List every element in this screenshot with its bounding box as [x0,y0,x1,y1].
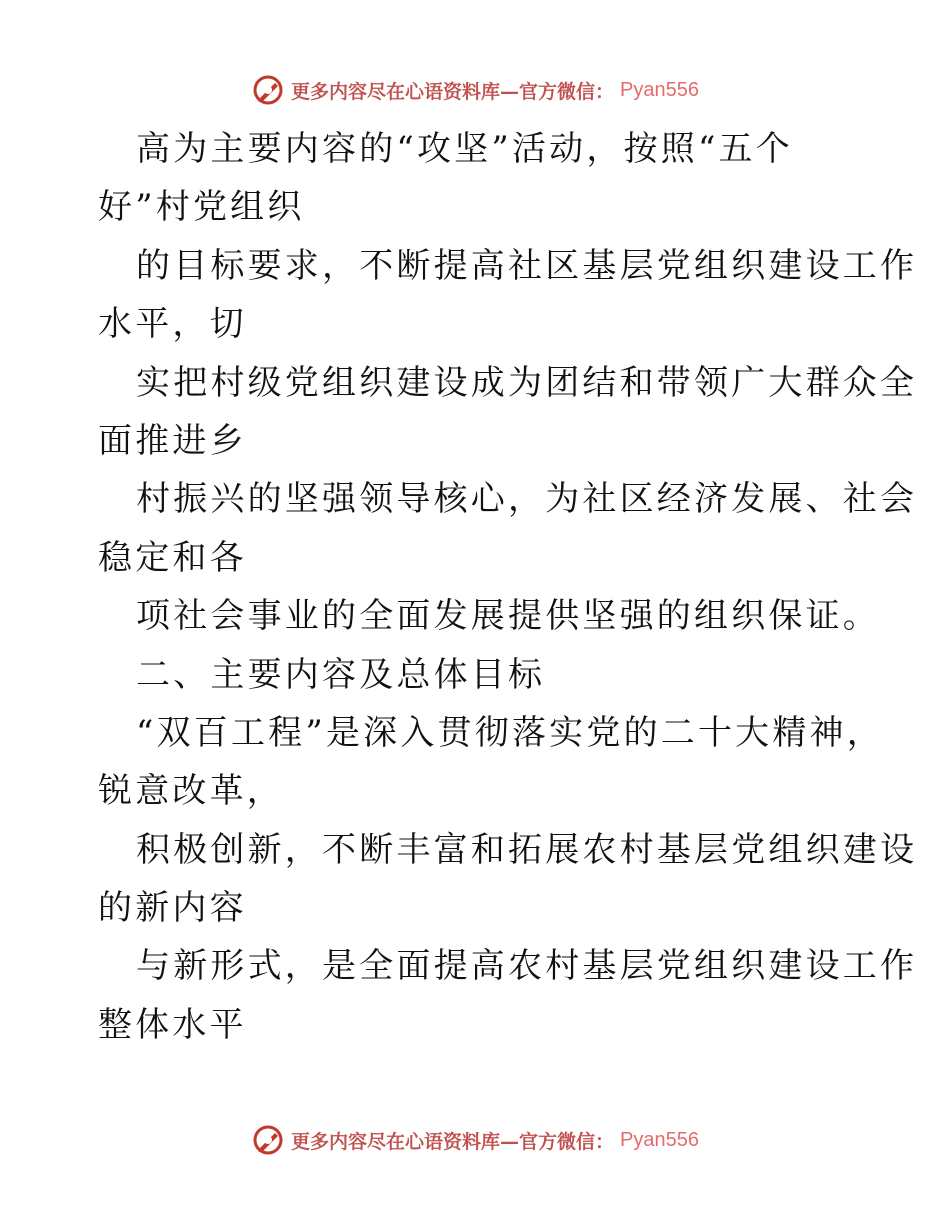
watermark-text: 更多内容尽在心语资料库—官方微信： [291,1130,615,1153]
text-line: 面推进乡 [98,420,247,461]
watermark-wechat-id: Pyan556 [620,78,699,101]
text-line: 村振兴的坚强领导核心，为社区经济发展、社会 [136,479,918,520]
text-line: 的目标要求，不断提高社区基层党组织建设工作 [136,245,918,286]
pen-logo-icon [251,1123,285,1157]
watermark-wechat-id: Pyan556 [620,1128,699,1151]
text-line: 与新形式，是全面提高农村基层党组织建设工作 [136,946,918,987]
text-line: 的新内容 [98,888,247,929]
text-line: 高为主要内容的“攻坚”活动，按照“五个 [136,129,793,169]
pen-logo-icon [251,73,285,107]
text-line: 好”村党组织 [98,187,305,228]
text-line: 锐意改革， [98,771,284,812]
footer-watermark [0,1122,950,1158]
text-line: “双百工程”是深入贯彻落实党的二十大精神， [136,712,884,753]
document-body [98,120,918,1054]
text-line: 水平，切 [98,304,247,345]
watermark-text: 更多内容尽在心语资料库—官方微信： [291,80,615,103]
text-line: 项社会事业的全面发展提供坚强的组织保证。 [136,596,880,637]
header-watermark [0,72,950,108]
text-line: 实把村级党组织建设成为团结和带领广大群众全 [136,362,918,403]
text-line: 积极创新，不断丰富和拓展农村基层党组织建设 [136,829,918,870]
text-line: 整体水平 [98,1004,247,1045]
section-heading: 二、主要内容及总体目标 [136,654,546,695]
text-line: 稳定和各 [98,537,247,578]
